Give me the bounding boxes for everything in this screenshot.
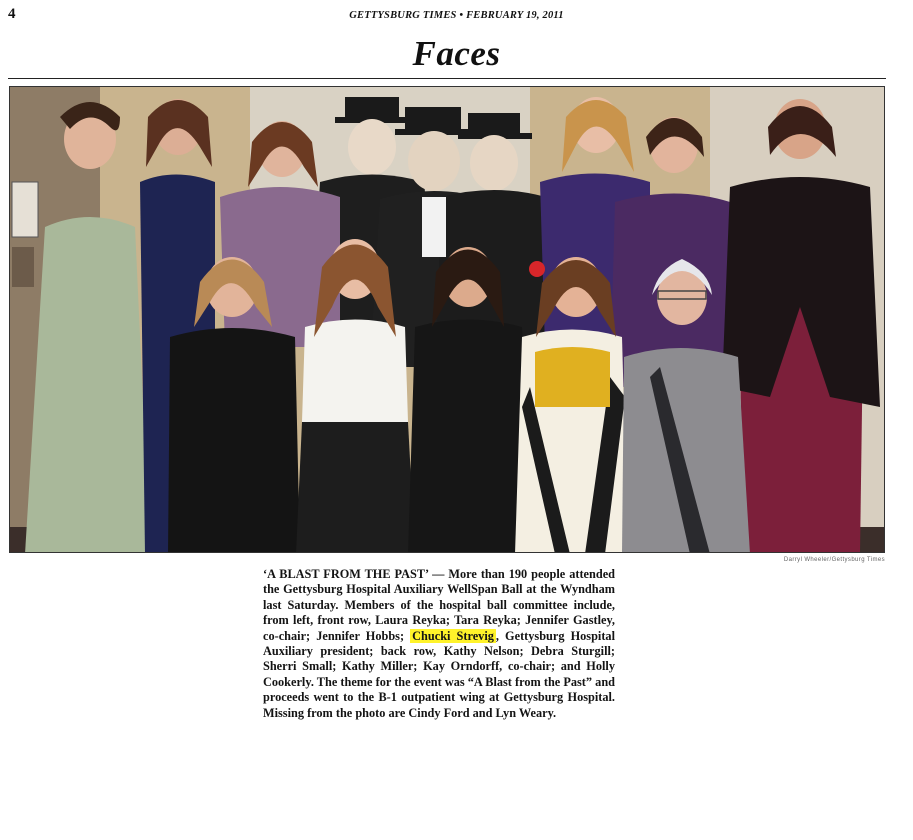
caption-text-before: ‘A BLAST FROM THE PAST’ — More than 190 people attended the Gettysburg Hospital Auxiliary WellSpan Ball at the Wyndham last Saturday. Members of the hospital ball committee include, from left, front row, Laura Reyka; Tara Reyka; Jennifer Gastley, co-chair; Jennifer Hobbs; (263, 567, 615, 643)
front-row (168, 239, 750, 553)
caption-text-after: , Gettysburg Hospital Auxiliary president; back row, Kathy Nelson; Debra Sturgill; Sherri Small; Kathy Miller; Kay Orndorff, co-chair; and Holly Cookerly. The theme for the event was “A Blast from the Past” and proceeds went to the B-1 outpatient wing at Gettysburg Hospital. Missing from the photo are Cindy Ford and Lyn Weary. (263, 628, 615, 720)
highlighted-name: Chucki Strevig (412, 628, 494, 643)
dateline: GETTYSBURG TIMES • FEBRUARY 19, 2011 (349, 10, 564, 21)
photo-credit: Darryl Wheeler/Gettysburg Times (783, 557, 885, 563)
header-rule (8, 78, 886, 79)
section-title: Faces (412, 34, 501, 73)
group-photo (9, 86, 885, 553)
photo-caption (263, 567, 615, 721)
page-number: 4 (8, 6, 16, 22)
